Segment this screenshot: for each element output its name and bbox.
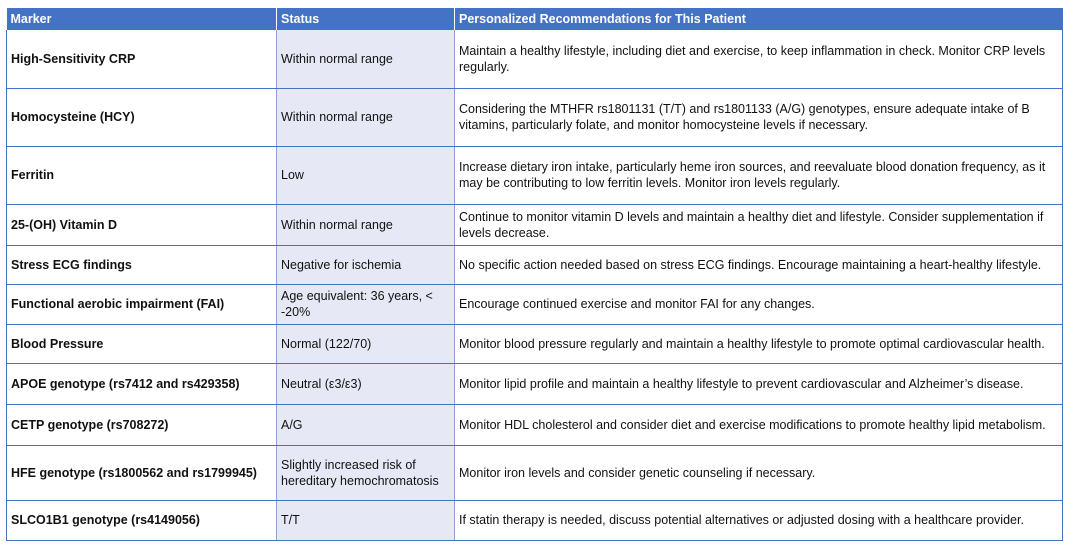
header-marker: Marker [7,8,277,30]
marker-cell: Ferritin [7,146,277,204]
marker-cell: SLCO1B1 genotype (rs4149056) [7,500,277,540]
table-row [7,500,1063,540]
table-header-row [7,8,1063,30]
marker-cell: Blood Pressure [7,324,277,363]
marker-cell: 25-(OH) Vitamin D [7,204,277,245]
status-cell: Slightly increased risk of hereditary hemochromatosis [277,445,455,500]
marker-cell: HFE genotype (rs1800562 and rs1799945) [7,445,277,500]
status-cell: Within normal range [277,204,455,245]
recommendation-cell: No specific action needed based on stress ECG findings. Encourage maintaining a heart-healthy lifestyle. [455,245,1063,284]
recommendation-cell: Monitor lipid profile and maintain a healthy lifestyle to prevent cardiovascular and Alzheimer’s disease. [455,363,1063,404]
recommendation-cell: Maintain a healthy lifestyle, including diet and exercise, to keep inflammation in check. Monitor CRP levels regularly. [455,30,1063,88]
recommendation-cell: Monitor iron levels and consider genetic counseling if necessary. [455,445,1063,500]
recommendation-cell: Encourage continued exercise and monitor FAI for any changes. [455,284,1063,324]
table-row [7,245,1063,284]
table-row [7,445,1063,500]
status-cell: T/T [277,500,455,540]
table-row [7,88,1063,146]
table-row [7,204,1063,245]
recommendation-cell: Monitor blood pressure regularly and maintain a healthy lifestyle to promote optimal cardiovascular health. [455,324,1063,363]
table-row [7,146,1063,204]
status-cell: Low [277,146,455,204]
status-cell: A/G [277,404,455,445]
status-cell: Normal (122/70) [277,324,455,363]
recommendation-cell: Monitor HDL cholesterol and consider diet and exercise modifications to promote healthy lipid metabolism. [455,404,1063,445]
marker-cell: Stress ECG findings [7,245,277,284]
marker-cell: Homocysteine (HCY) [7,88,277,146]
marker-cell: Functional aerobic impairment (FAI) [7,284,277,324]
recommendation-cell: Considering the MTHFR rs1801131 (T/T) and rs1801133 (A/G) genotypes, ensure adequate intake of B vitamins, particularly folate, and monitor homocysteine levels if necessary. [455,88,1063,146]
recommendation-cell: If statin therapy is needed, discuss potential alternatives or adjusted dosing with a healthcare provider. [455,500,1063,540]
table-row [7,30,1063,88]
status-cell: Negative for ischemia [277,245,455,284]
status-cell: Within normal range [277,88,455,146]
status-cell: Neutral (ε3/ε3) [277,363,455,404]
marker-cell: APOE genotype (rs7412 and rs429358) [7,363,277,404]
table-row [7,284,1063,324]
table-row [7,363,1063,404]
table-row [7,324,1063,363]
header-status: Status [277,8,455,30]
recommendation-cell: Continue to monitor vitamin D levels and maintain a healthy diet and lifestyle. Consider supplementation if levels decrease. [455,204,1063,245]
marker-cell: High-Sensitivity CRP [7,30,277,88]
recommendations-table-container [6,8,1062,541]
table-row [7,404,1063,445]
recommendations-table [6,8,1063,541]
recommendation-cell: Increase dietary iron intake, particularly heme iron sources, and reevaluate blood donation frequency, as it may be contributing to low ferritin levels. Monitor iron levels regularly. [455,146,1063,204]
header-recommendations: Personalized Recommendations for This Patient [455,8,1063,30]
status-cell: Age equivalent: 36 years, < -20% [277,284,455,324]
marker-cell: CETP genotype (rs708272) [7,404,277,445]
status-cell: Within normal range [277,30,455,88]
